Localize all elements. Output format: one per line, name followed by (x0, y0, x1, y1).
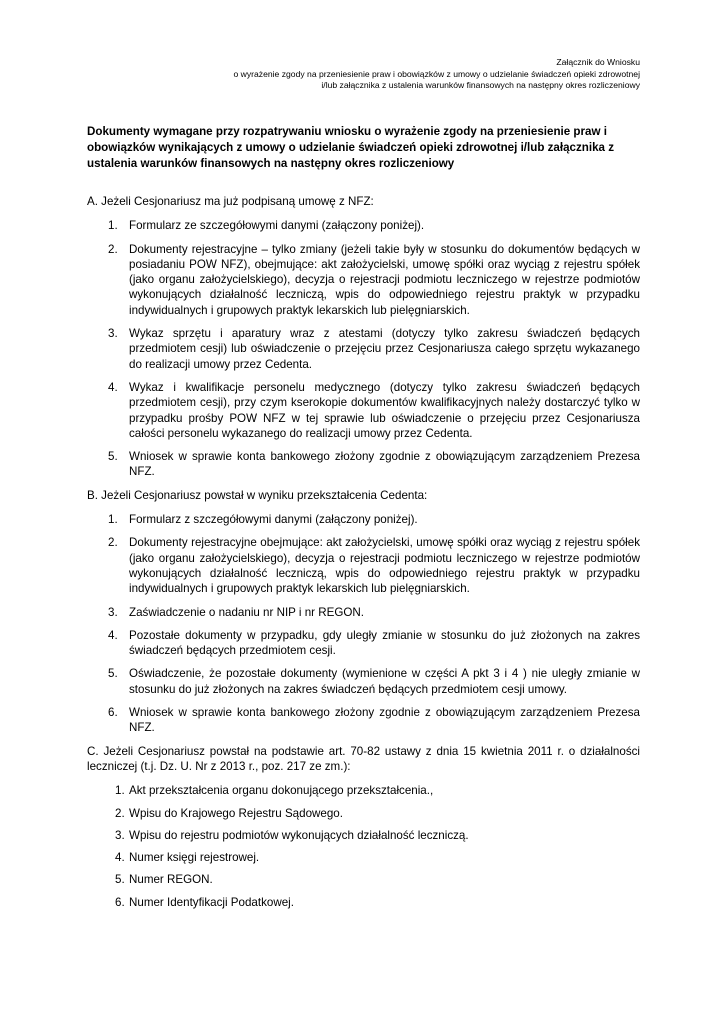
list-item: 5. Wniosek w sprawie konta bankowego złożony zgodnie z obowiązującym zarządzeniem Prezesa NFZ. (108, 450, 640, 479)
list-item: 6. Numer Identyfikacji Podatkowej. (115, 895, 294, 909)
list-item: 6. Wniosek w sprawie konta bankowego złożony zgodnie z obowiązującym zarządzeniem Prezesa NFZ. (108, 706, 640, 735)
list-item: 5. Numer REGON. (115, 873, 213, 887)
list-item: 3. Wpisu do rejestru podmiotów wykonujących działalność leczniczą. (115, 828, 469, 842)
attachment-header (80, 57, 640, 92)
header-line-3: i/lub załącznika z ustalenia warunków finansowych na następny okres rozliczeniowy (321, 80, 640, 90)
list-item: 3. Wykaz sprzętu i aparatury wraz z atestami (dotyczy tylko zakresu świadczeń będących przedmiotem cesji) lub oświadczenie o przejęciu przez Cesjonariusza całego sprzętu wykazanego do realizacji umowy przez Cedenta. (108, 327, 640, 371)
section-b-heading: B. Jeżeli Cesjonariusz powstał w wyniku przekształcenia Cedenta: (87, 488, 428, 502)
section-b-list (87, 512, 640, 736)
list-item: 1. Formularz ze szczegółowymi danymi (załączony poniżej). (108, 219, 425, 233)
list-item: 4. Wykaz i kwalifikacje personelu medycznego (dotyczy tylko zakresu świadczeń będących przedmiotem cesji), przy czym kserokopie dokumentów kwalifikacyjnych należy dostarczyć tylko w przypadku prośby POW NFZ w tej sprawie lub oświadczenie o przejęciu przez Cesjonariusza całości personelu wykazanego do realizacji umowy przez Cedenta. (108, 380, 640, 440)
document-body (87, 194, 640, 917)
list-item: 4. Numer księgi rejestrowej. (115, 851, 260, 865)
section-c-list (87, 783, 640, 910)
header-line-2: o wyrażenie zgody na przeniesienie praw i obowiązków z umowy o udzielanie świadczeń opieki zdrowotnej (233, 68, 640, 79)
list-item: 2. Dokumenty rejestracyjne – tylko zmiany (jeżeli takie były w stosunku do dokumentów będących w posiadaniu POW NFZ), obejmujące: akt założycielski, umowę spółki oraz wyciąg z rejestru spółek (jako organu założycielskiego), decyzja o rejestracji podmiotu leczniczego w rejestrze podmiotów wykonujących działalność leczniczą, wpis do odpowiedniego rejestru praktyk w przypadku indywidualnych i grupowych praktyk lekarskich lub pielęgniarskich. (108, 242, 640, 317)
list-item: 2. Dokumenty rejestracyjne obejmujące: akt założycielski, umowę spółki oraz wyciąg z rejestru spółek (jako organu założycielskiego), decyzja o rejestracji podmiotu leczniczego w rejestrze podmiotów wykonujących działalność leczniczą, wpis do odpowiedniego rejestru praktyk w przypadku indywidualnych i grupowych praktyk lekarskich lub pielęgniarskich. (108, 536, 640, 596)
section-a-heading: A. Jeżeli Cesjonariusz ma już podpisaną umowę z NFZ: (87, 195, 374, 208)
section-a-list (87, 218, 640, 479)
header-line-1: Załącznik do Wniosku (556, 57, 640, 67)
list-item: 3. Zaświadczenie o nadaniu nr NIP i nr REGON. (108, 605, 364, 619)
list-item: 1. Akt przekształcenia organu dokonującego przekształcenia., (115, 784, 434, 798)
list-item: 1. Formularz z szczegółowymi danymi (załączony poniżej). (108, 513, 418, 527)
document-title: Dokumenty wymagane przy rozpatrywaniu wniosku o wyrażenie zgody na przeniesienie praw i obowiązków wynikających z umowy o udzielanie świadczeń opieki zdrowotnej i/lub załącznika z ustalenia warunków finansowych na następny okres rozliczeniowy (87, 125, 614, 170)
list-item: 5. Oświadczenie, że pozostałe dokumenty (wymienione w części A pkt 3 i 4 ) nie uległy zmianie w stosunku do już złożonych na zakres świadczeń będących przedmiotem cesji umowy. (108, 667, 640, 696)
list-item: 2. Wpisu do Krajowego Rejestru Sądowego. (115, 806, 343, 820)
list-item: 4. Pozostałe dokumenty w przypadku, gdy uległy zmianie w stosunku do już złożonych na zakres świadczeń będących przedmiotem cesji. (108, 628, 640, 658)
section-c-heading: C. Jeżeli Cesjonariusz powstał na podstawie art. 70-82 ustawy z dnia 15 kwietnia 2011 r. o działalności leczniczej (t.j. Dz. U. Nr z 2013 r., poz. 217 ze zm.): (87, 744, 640, 773)
